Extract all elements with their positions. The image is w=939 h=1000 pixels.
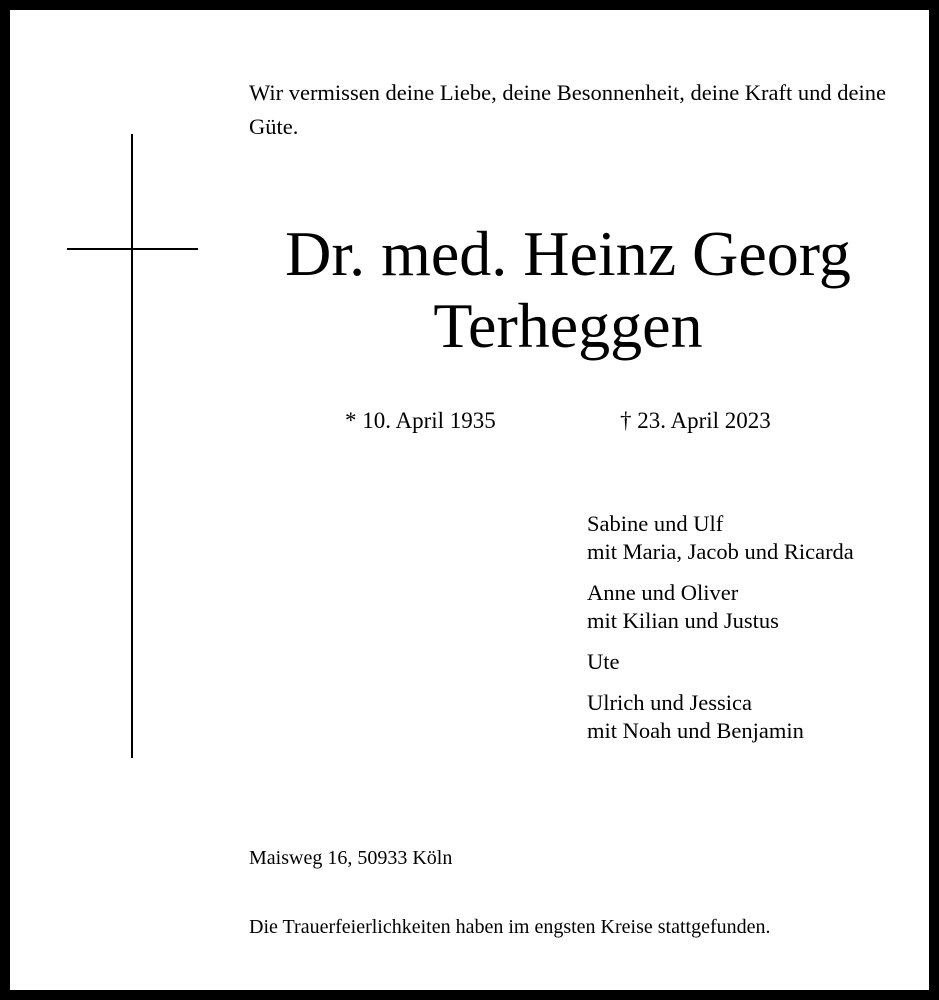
deceased-name-line1: Dr. med. Heinz Georg — [285, 218, 851, 289]
birth-date: * 10. April 1935 — [345, 408, 496, 433]
mourner-group — [587, 510, 917, 566]
mourner-line: Anne und Oliver — [587, 580, 739, 605]
mourner-line: mit Kilian und Justus — [587, 608, 779, 633]
deceased-name — [250, 218, 886, 362]
family-address: Maisweg 16, 50933 Köln — [249, 847, 453, 869]
mourner-line: Ulrich und Jessica — [587, 690, 752, 715]
mourner-line: Sabine und Ulf — [587, 511, 724, 536]
mourner-line: mit Noah und Benjamin — [587, 718, 804, 743]
mourner-line: mit Maria, Jacob und Ricarda — [587, 539, 854, 564]
mourner-group — [587, 689, 917, 745]
cross-vertical-bar — [131, 134, 133, 758]
death-date: † 23. April 2023 — [620, 408, 771, 433]
mourner-line: Ute — [587, 649, 620, 674]
mourners-list — [587, 510, 917, 758]
mourner-group — [587, 648, 917, 676]
cross-horizontal-bar — [67, 248, 198, 250]
mourner-group — [587, 579, 917, 635]
deceased-name-line2: Terheggen — [433, 290, 703, 361]
funeral-note: Die Trauerfeierlichkeiten haben im engsten Kreise stattgefunden. — [249, 916, 771, 938]
motto-text: Wir vermissen deine Liebe, deine Besonnenheit, deine Kraft und deine Güte. — [249, 80, 886, 139]
